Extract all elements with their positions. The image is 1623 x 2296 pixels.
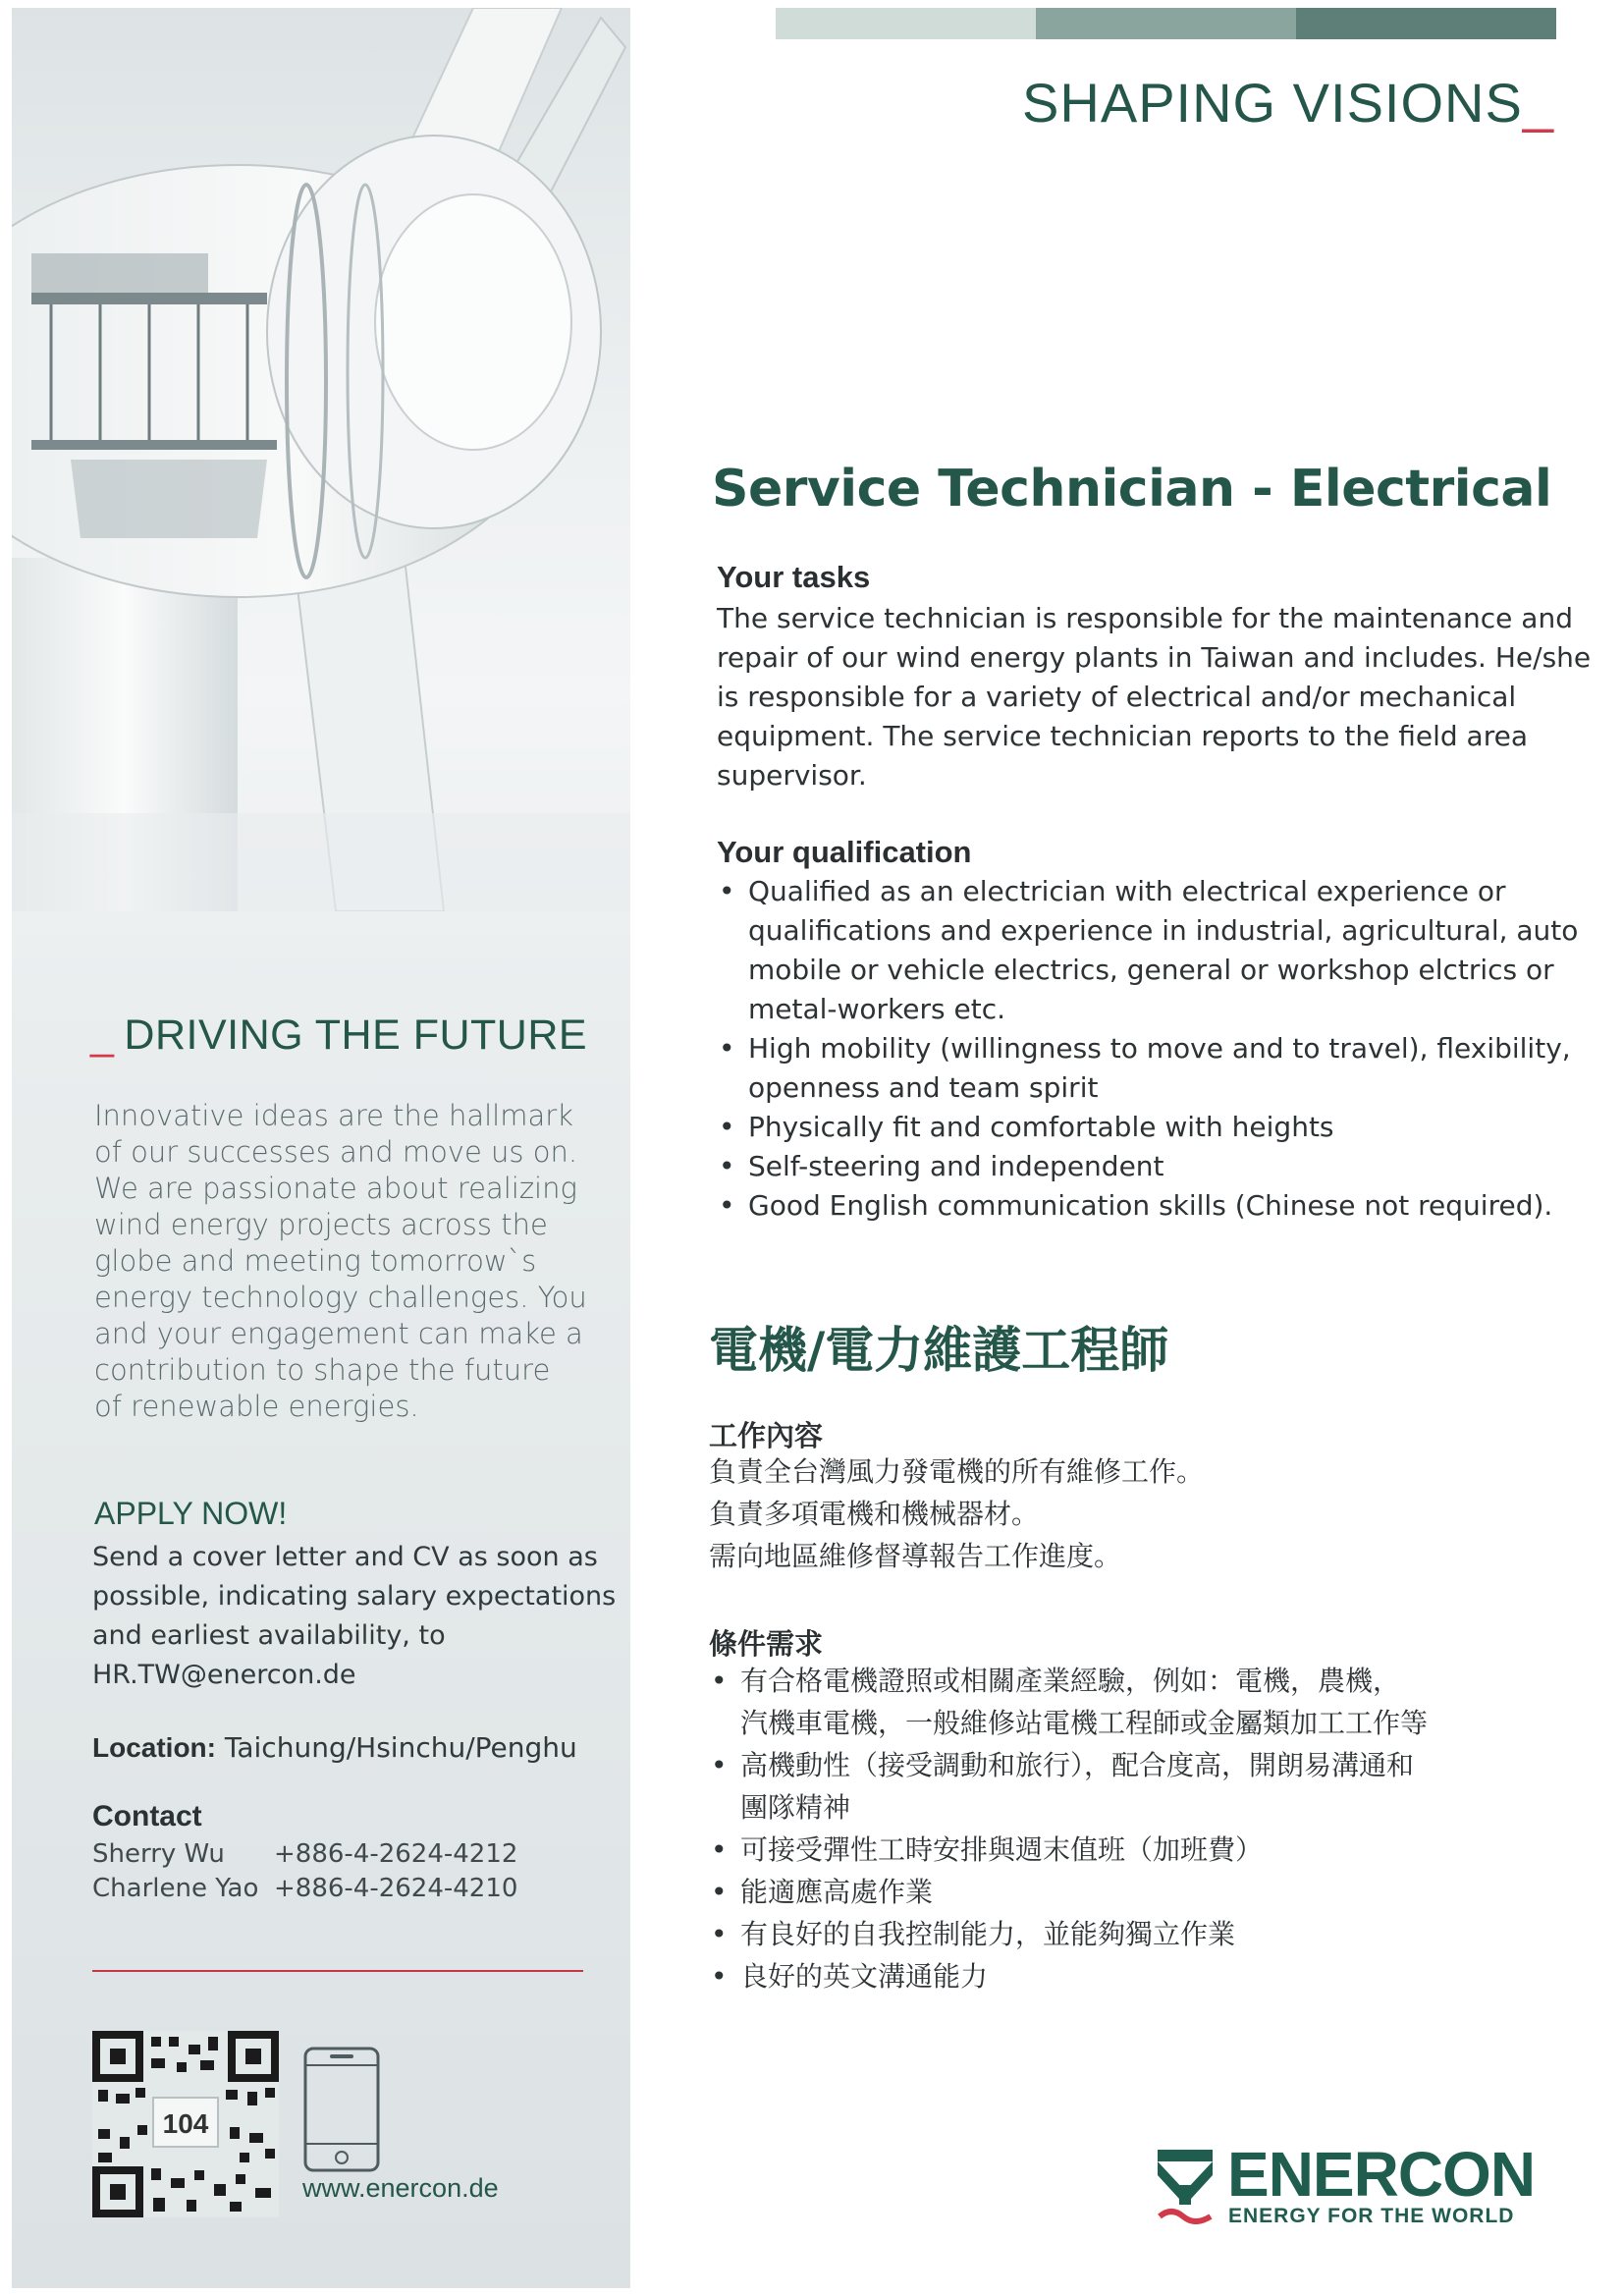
tasks-line: is responsible for a variety of electrical and/or mechanical	[717, 681, 1517, 713]
list-item-line: • 能適應高處作業	[740, 1876, 934, 1908]
location-value: Taichung/Hsinchu/Penghu	[216, 1731, 577, 1764]
list-item	[717, 1108, 1600, 1147]
tasks-line: supervisor.	[717, 759, 867, 792]
intro-line: globe and meeting tomorrow`s	[94, 1244, 537, 1278]
contact-name: Charlene Yao	[92, 1874, 259, 1903]
location	[92, 1731, 577, 1764]
contact-phone[interactable]: +886-4-2624-4210	[274, 1874, 518, 1903]
list-item	[709, 1871, 1593, 1913]
apply-line: and earliest availability, to	[92, 1620, 446, 1651]
list-item-line: • Self-steering and independent	[748, 1150, 1164, 1182]
color-band	[776, 8, 1036, 39]
list-item-line: qualifications and experience in industrial, agricultural, auto	[748, 914, 1579, 947]
logo-tagline: ENERGY FOR THE WORLD	[1228, 2205, 1515, 2227]
list-item-line: • Physically fit and comfortable with heights	[748, 1111, 1334, 1143]
list-item-line: • 高機動性（接受調動和旅行），配合度高，開朗易溝通和	[740, 1749, 1415, 1781]
list-item	[717, 1186, 1600, 1226]
intro-line: of our successes and move us on.	[94, 1135, 578, 1169]
list-item-line: • 可接受彈性工時安排與週末值班（加班費）	[740, 1833, 1264, 1866]
tasks-line: 負責多項電機和機械器材。	[709, 1498, 1040, 1530]
tasks-heading-chinese: 工作內容	[709, 1419, 824, 1452]
list-item-line: • Qualified as an electrician with electrical experience or	[748, 875, 1506, 907]
tagline-underscore: _	[1522, 72, 1554, 134]
list-item-line: 汽機車電機，一般維修站電機工程師或金屬類加工工作等	[740, 1707, 1429, 1739]
list-item	[709, 1660, 1593, 1744]
intro-paragraph	[94, 1098, 630, 1425]
color-band	[1036, 8, 1296, 39]
qualification-list-chinese	[709, 1660, 1593, 1997]
list-item-line: 團隊精神	[740, 1791, 851, 1824]
list-item	[717, 1147, 1600, 1186]
list-item	[709, 1829, 1593, 1871]
job-title-chinese: 電機/電力維護工程師	[709, 1322, 1169, 1379]
contact-phone[interactable]: +886-4-2624-4212	[274, 1839, 518, 1869]
divider	[92, 1970, 583, 1972]
tasks-paragraph-chinese	[709, 1450, 1204, 1577]
apply-line: possible, indicating salary expectations	[92, 1581, 617, 1612]
tasks-heading: Your tasks	[717, 560, 871, 594]
list-item-line: mobile or vehicle electrics, general or workshop elctrics or	[748, 954, 1554, 986]
list-item-line: • Good English communication skills (Chinese not required).	[748, 1189, 1553, 1222]
tasks-line: The service technician is responsible for the maintenance and	[717, 602, 1573, 634]
qualification-heading: Your qualification	[717, 835, 972, 869]
qr-label: 104	[162, 2108, 209, 2139]
section-heading-driving-future	[90, 1011, 587, 1060]
list-item	[717, 1029, 1600, 1108]
intro-line: contribution to shape the future	[94, 1353, 551, 1387]
top-color-bar	[776, 8, 1556, 39]
list-item-line: • 良好的英文溝通能力	[740, 1960, 989, 1993]
location-label: Location:	[92, 1732, 216, 1763]
apply-line: Send a cover letter and CV as soon as	[92, 1542, 598, 1572]
intro-line: We are passionate about realizing	[94, 1172, 577, 1205]
list-item-line: • 有合格電機證照或相關產業經驗，例如：電機，農機，	[740, 1665, 1401, 1697]
contact-row	[92, 1839, 517, 1869]
tasks-line: repair of our wind energy plants in Taiwan and includes. He/she	[717, 641, 1592, 674]
contact-heading: Contact	[92, 1800, 202, 1832]
list-item-line: openness and team spirit	[748, 1071, 1099, 1104]
contact-row	[92, 1874, 517, 1903]
qualification-list	[717, 872, 1600, 1226]
wind-turbine-image	[12, 8, 630, 911]
apply-instructions	[92, 1538, 630, 1695]
list-item	[709, 1913, 1593, 1955]
tasks-paragraph	[717, 599, 1600, 795]
tagline-shaping-visions	[1022, 71, 1554, 135]
smartphone-icon	[302, 2046, 381, 2173]
enercon-mark-icon	[1154, 2146, 1217, 2224]
intro-line: wind energy projects across the	[94, 1208, 548, 1241]
heading-text: DRIVING THE FUTURE	[124, 1011, 588, 1059]
tasks-line: 負責全台灣風力發電機的所有維修工作。	[709, 1455, 1205, 1488]
intro-line: and your engagement can make a	[94, 1317, 583, 1350]
list-item	[709, 1955, 1593, 1997]
tasks-line: 需向地區維修督導報告工作進度。	[709, 1540, 1122, 1572]
qr-code-icon[interactable]	[92, 2031, 279, 2217]
list-item-line: metal-workers etc.	[748, 993, 1006, 1025]
intro-line: Innovative ideas are the hallmark	[94, 1099, 573, 1132]
left-panel	[12, 8, 630, 2288]
enercon-logo	[1154, 2139, 1566, 2234]
intro-line: of renewable energies.	[94, 1390, 419, 1423]
apply-email[interactable]: HR.TW@enercon.de	[92, 1660, 356, 1690]
tasks-line: equipment. The service technician reports to the field area	[717, 720, 1528, 752]
list-item	[709, 1744, 1593, 1829]
list-item	[717, 872, 1600, 1029]
intro-line: energy technology challenges. You	[94, 1281, 587, 1314]
tagline-text: SHAPING VISIONS	[1022, 72, 1523, 134]
contact-name: Sherry Wu	[92, 1839, 225, 1869]
logo-wordmark: ENERCON	[1227, 2139, 1536, 2210]
heading-dash: _	[90, 1011, 115, 1059]
job-title: Service Technician - Electrical	[712, 460, 1552, 519]
website-link[interactable]: www.enercon.de	[302, 2173, 499, 2203]
list-item-line: • High mobility (willingness to move and to travel), flexibility,	[748, 1032, 1571, 1065]
qualification-heading-chinese: 條件需求	[709, 1627, 824, 1661]
list-item-line: • 有良好的自我控制能力，並能夠獨立作業	[740, 1918, 1236, 1950]
color-band	[1296, 8, 1556, 39]
apply-now-heading: APPLY NOW!	[94, 1496, 288, 1531]
